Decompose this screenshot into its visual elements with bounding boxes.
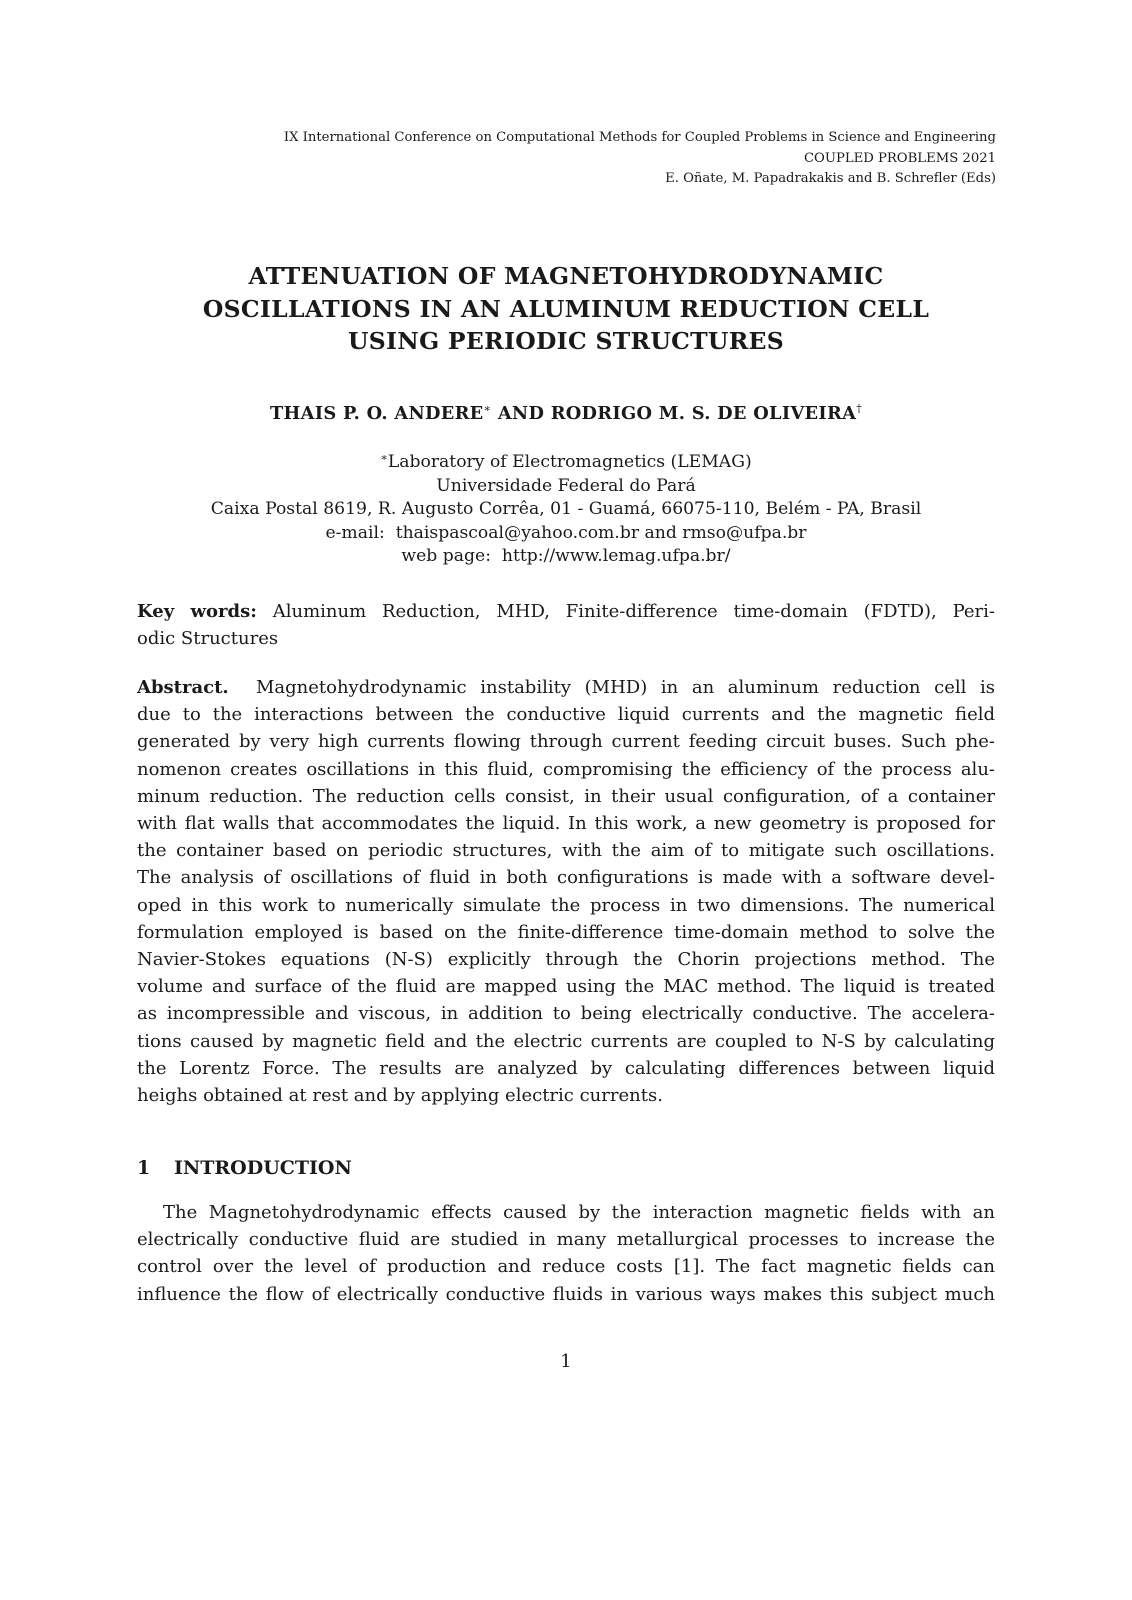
keywords-label: Key words: — [137, 601, 257, 622]
introduction-line: The Magnetohydrodynamic effects caused by the interaction magnetic fields with an — [163, 1202, 995, 1223]
author-name: THAIS P. O. ANDERE — [269, 403, 484, 424]
abstract-line: due to the interactions between the conductive liquid currents and the magnetic field — [137, 704, 995, 726]
author-list — [0, 402, 1132, 424]
abstract-line: as incompressible and viscous, in addition to being electrically conductive. The accelera- — [137, 1003, 995, 1025]
conference-name: IX International Conference on Computational Methods for Coupled Problems in Science and Engineering — [283, 130, 996, 145]
university-name: Universidade Federal do Pará — [436, 475, 696, 496]
author-connector: AND — [491, 403, 551, 424]
affiliation-mark: ∗ — [380, 451, 388, 464]
keywords-paragraph — [137, 598, 995, 652]
page-number: 1 — [560, 1351, 572, 1372]
section-number: 1 — [137, 1157, 151, 1179]
introduction-line: control over the level of production and reduce costs [1]. The fact magnetic fields can — [137, 1256, 995, 1278]
abstract-line: heighs obtained at rest and by applying electric currents. — [137, 1085, 663, 1107]
title-line: USING PERIODIC STRUCTURES — [347, 327, 785, 355]
section-heading-introduction — [137, 1157, 352, 1179]
abstract-line: formulation employed is based on the finite-difference time-domain method to solve the — [137, 921, 995, 943]
abstract-line: generated by very high currents flowing through current feeding circuit buses. Such phe- — [137, 731, 995, 753]
conference-header — [284, 128, 996, 190]
abstract-paragraph — [137, 674, 995, 1109]
abstract-line: the Lorentz Force. The results are analyzed by calculating differences between liquid — [137, 1057, 995, 1079]
introduction-paragraph — [137, 1199, 995, 1308]
title-line: ATTENUATION OF MAGNETOHYDRODYNAMIC — [248, 262, 884, 290]
abstract-line: Navier-Stokes equations (N-S) explicitly through the Chorin projections method. The — [137, 949, 995, 971]
abstract-line: the container based on periodic structures, with the aim of to mitigate such oscillations. — [137, 840, 995, 862]
web-page-line: web page: http://www.lemag.ufpa.br/ — [401, 546, 731, 566]
abstract-line: The analysis of oscillations of fluid in both configurations is made with a software devel- — [137, 867, 995, 889]
keywords-text: odic Structures — [137, 628, 279, 650]
abstract-line: Magnetohydrodynamic instability (MHD) in an aluminum reduction cell is — [255, 677, 995, 698]
abstract-line: oped in this work to numerically simulate the process in two dimensions. The numerical — [137, 894, 995, 916]
postal-address: Caixa Postal 8619, R. Augusto Corrêa, 01 - Guamá, 66075-110, Belém - PA, Brasil — [210, 499, 922, 519]
abstract-line: minum reduction. The reduction cells consist, in their usual configuration, of a container — [137, 785, 995, 807]
abstract-line: tions caused by magnetic field and the electric currents are coupled to N-S by calculating — [137, 1030, 995, 1052]
abstract-line: with flat walls that accommodates the liquid. In this work, a new geometry is proposed for — [137, 813, 995, 835]
abstract-line: volume and surface of the fluid are mapped using the MAC method. The liquid is treated — [137, 976, 995, 998]
abstract-label: Abstract. — [137, 677, 229, 698]
keywords-text: Aluminum Reduction, MHD, Finite-difference time-domain (FDTD), Peri- — [272, 601, 995, 622]
conference-short-name: COUPLED PROBLEMS 2021 — [803, 150, 996, 166]
conference-editors: E. Oñate, M. Papadrakakis and B. Schrefler (Eds) — [665, 171, 996, 186]
lab-name: Laboratory of Electromagnetics (LEMAG) — [387, 452, 752, 472]
title-line: OSCILLATIONS IN AN ALUMINUM REDUCTION CELL — [202, 294, 930, 323]
introduction-line: influence the flow of electrically conductive fluids in various ways makes this subject much — [137, 1283, 995, 1305]
section-title: INTRODUCTION — [174, 1157, 352, 1179]
paper-title — [0, 260, 1132, 358]
email-line: e-mail: thaispascoal@yahoo.com.br and rmso@ufpa.br — [325, 522, 807, 543]
author-name: RODRIGO M. S. DE OLIVEIRA — [550, 403, 857, 424]
affiliation-block — [0, 446, 1132, 569]
affiliation-mark: † — [856, 402, 863, 415]
affiliation-mark: ∗ — [483, 402, 492, 415]
abstract-line: nomenon creates oscillations in this fluid, compromising the efficiency of the process alu- — [137, 758, 995, 780]
introduction-line: electrically conductive fluid are studied in many metallurgical processes to increase the — [137, 1229, 995, 1251]
